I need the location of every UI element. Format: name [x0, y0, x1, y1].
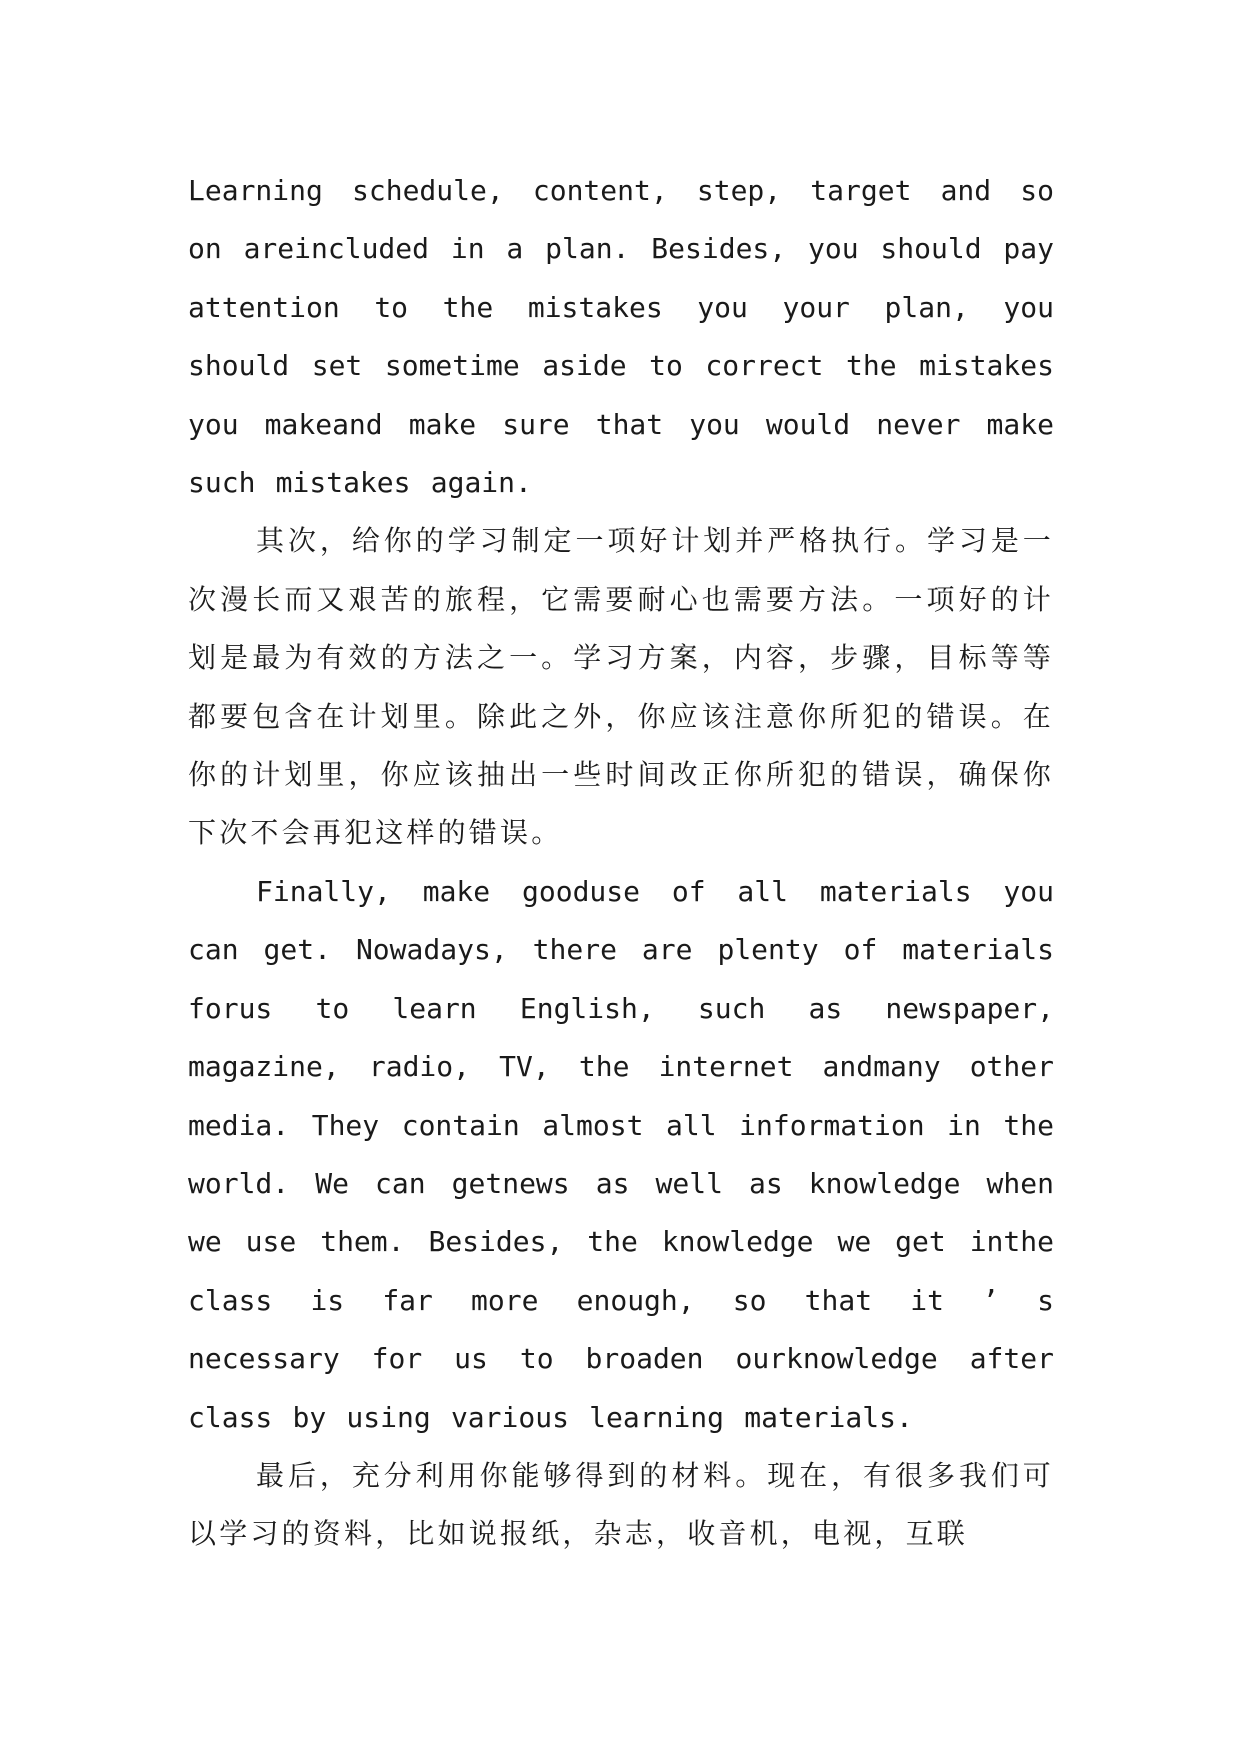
paragraph-english-materials: Finally, make gooduse of all materials you can get. Nowadays, there are plenty of materials forus to learn English, such as newspaper, magazine, radio, TV, the internet andmany other media. They contain almost all information in the world. We can getnews as well as knowledge when we use them. Besides, the knowledge we get inthe class is far more enough, so that it ’ s necessary for us to broaden ourknowledge after class by using various learning materials. — [188, 874, 1054, 1434]
paragraph-chinese-plan: 其次，给你的学习制定一项好计划并严格执行。学习是一次漫长而又艰苦的旅程，它需要耐心也需要方法。一项好的计划是最为有效的方法之一。学习方案，内容，步骤，目标等等都要包含在计划里。除此之外，你应该注意你所犯的错误。在你的计划里，你应该抽出一些时间改正你所犯的错误，确保你下次不会再犯这样的错误。 — [188, 524, 1054, 850]
paragraph-chinese-materials: 最后，充分利用你能够得到的材料。现在，有很多我们可以学习的资料，比如说报纸，杂志，收音机，电视，互联 — [188, 1458, 1054, 1551]
paragraph-english-plan: Learning schedule, content, step, target and so on areincluded in a plan. Besides, you should pay attention to the mistakes you your plan, you should set sometime aside to correct the mistakes you makeand make sure that you would never make such mistakes again. — [188, 174, 1054, 500]
document-body — [188, 162, 1054, 1564]
